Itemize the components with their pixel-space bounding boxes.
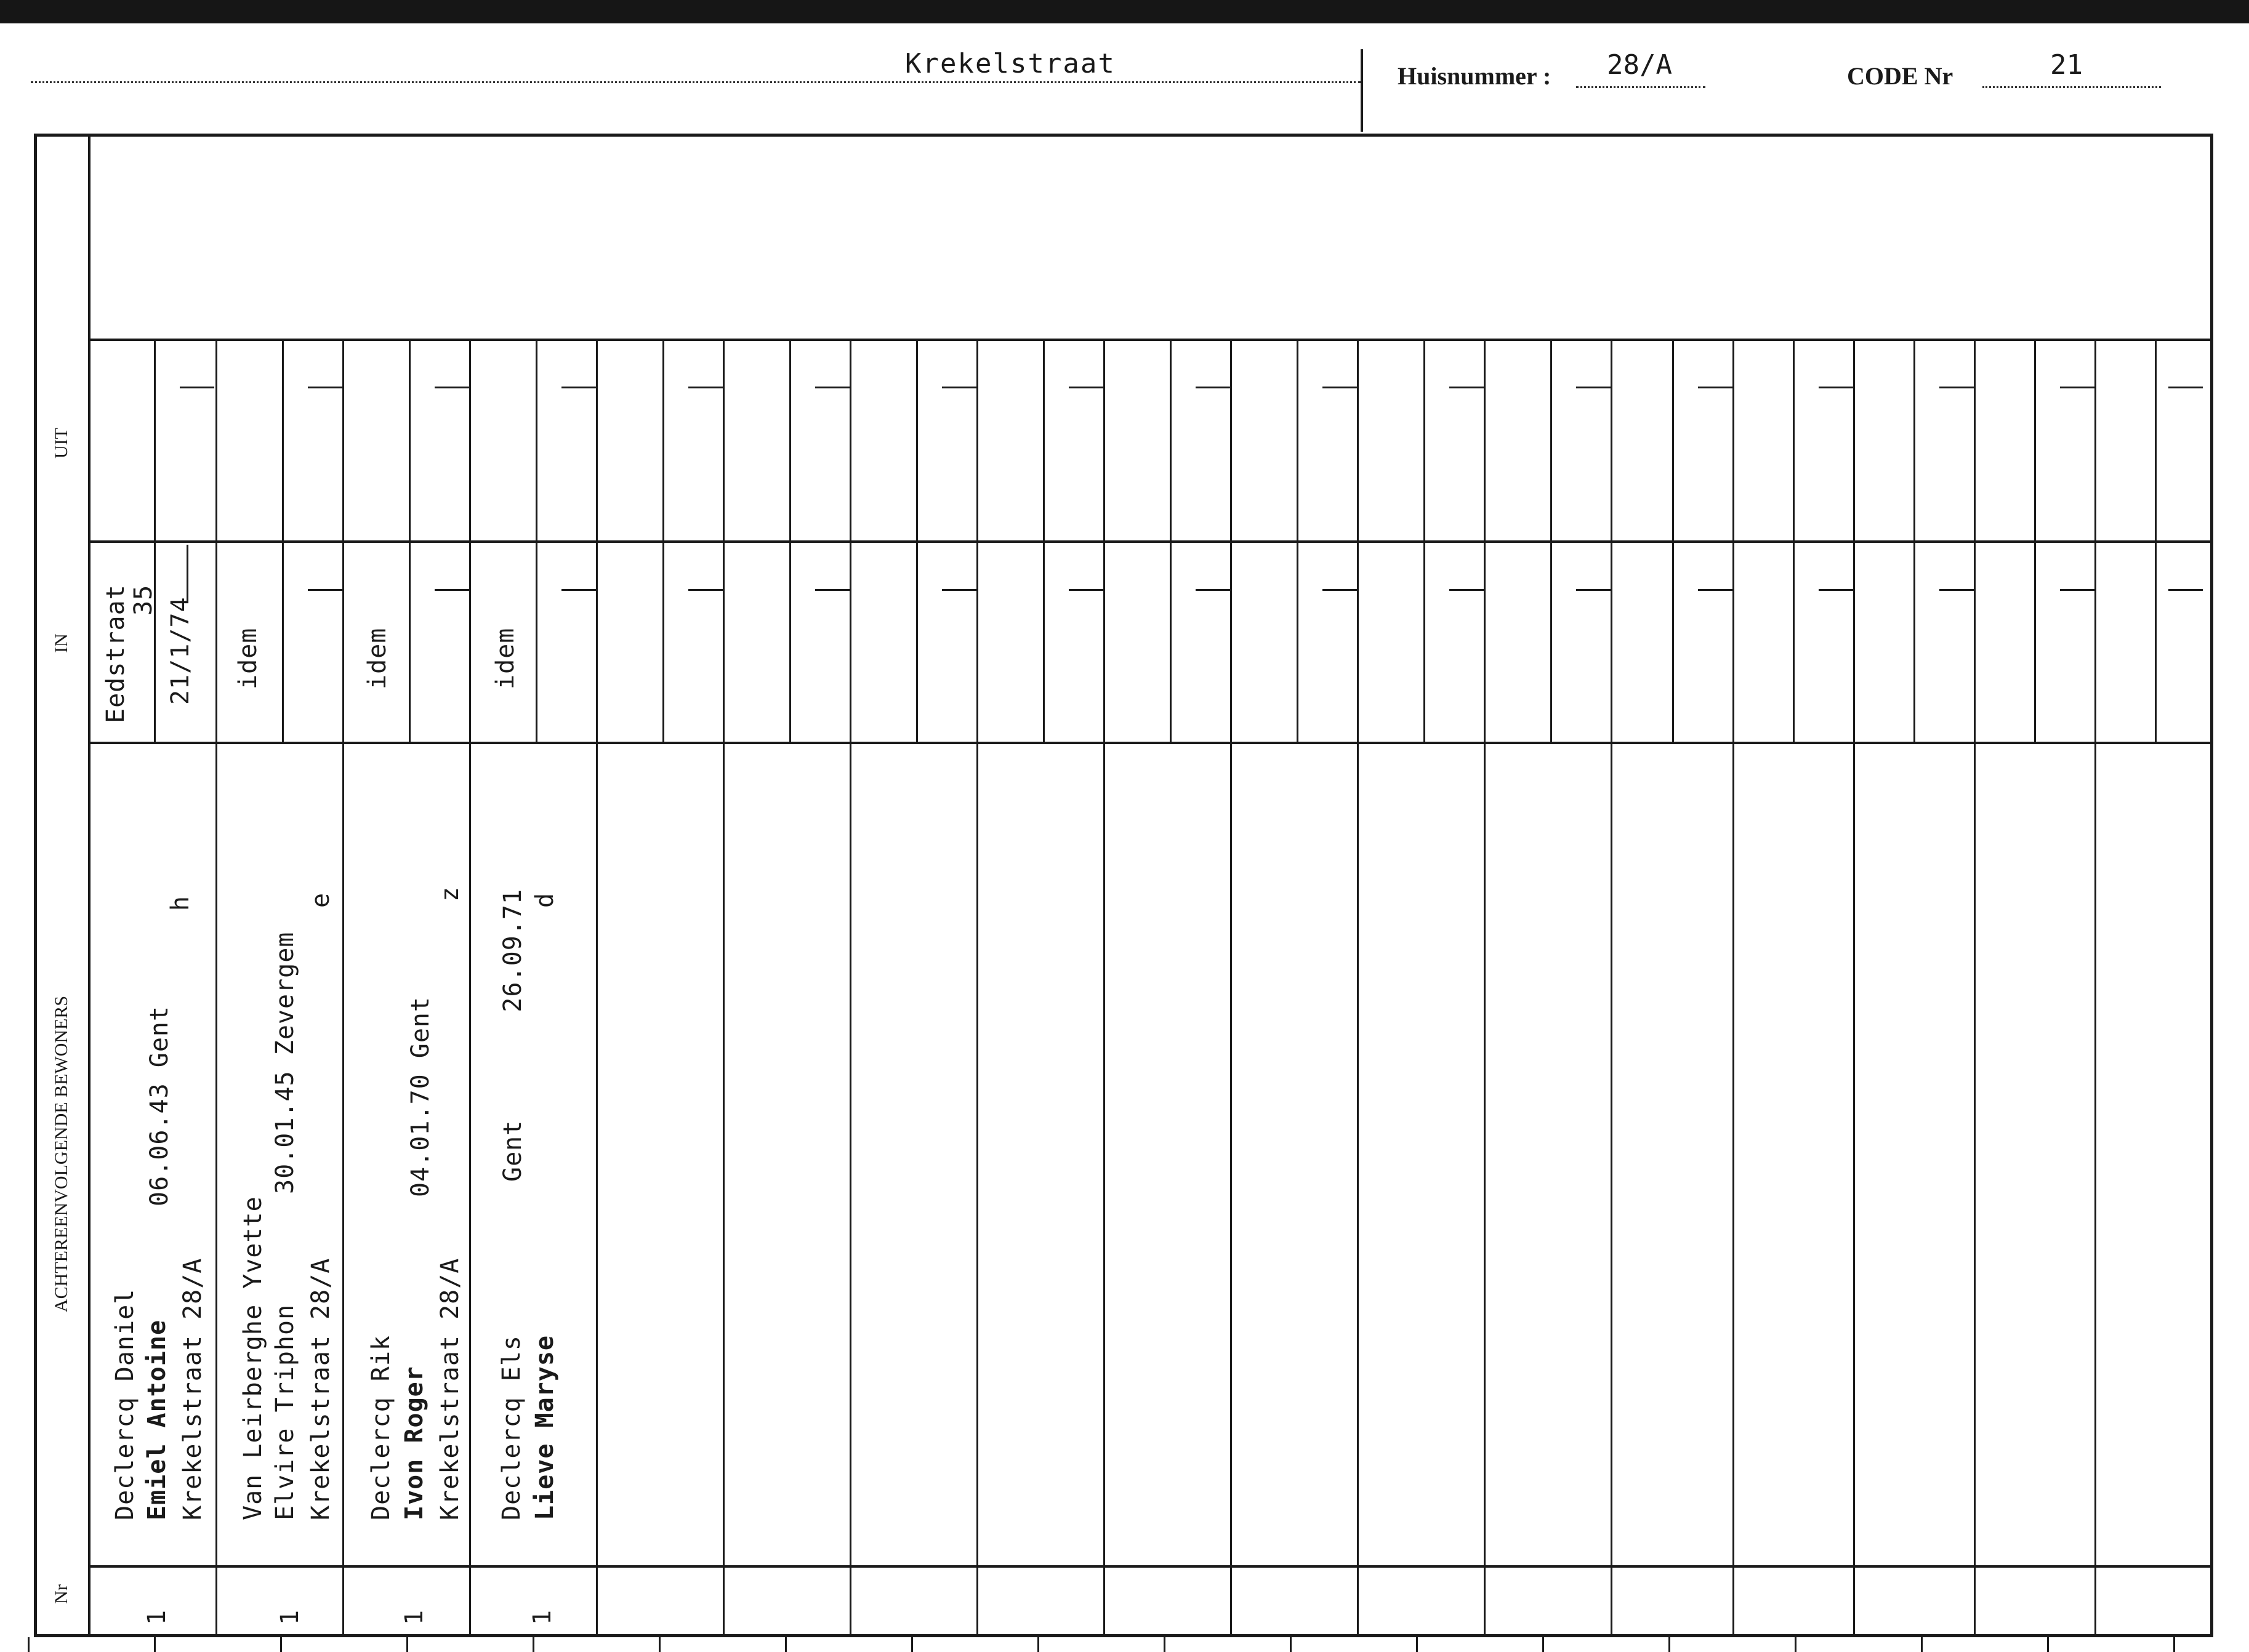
in-subcolumn-divider-11 xyxy=(1423,540,1425,742)
row-label-in: IN xyxy=(51,633,71,653)
resident-1-name: Declercq Daniel xyxy=(111,1288,139,1520)
section-divider-3 xyxy=(88,742,2213,744)
resident-3-sex: z xyxy=(436,886,464,902)
resident-1-in-number: 35 xyxy=(129,584,158,615)
uit-subcolumn-divider-10 xyxy=(1297,339,1298,540)
column-divider-4 xyxy=(596,339,598,1634)
resident-3-birth: 04.01.70 Gent xyxy=(406,996,435,1197)
bottom-tick-10 xyxy=(1164,1637,1165,1652)
column-divider-10 xyxy=(1357,339,1359,1634)
resident-3-given-names: Ivon Roger xyxy=(400,1366,428,1520)
bottom-tick-17 xyxy=(2047,1637,2049,1652)
in-dash-16 xyxy=(2060,589,2094,591)
bottom-tick-11 xyxy=(1290,1637,1292,1652)
huisnummer-label: Huisnummer : xyxy=(1398,62,1551,90)
column-divider-7 xyxy=(976,339,978,1634)
in-dash-11 xyxy=(1449,589,1484,591)
column-divider-1 xyxy=(215,339,217,1634)
in-dash-2 xyxy=(308,589,342,591)
resident-4-nr: 1 xyxy=(528,1609,557,1625)
street-name: Krekelstraat xyxy=(905,48,1116,79)
bottom-tick-15 xyxy=(1795,1637,1796,1652)
code-value: 21 xyxy=(2050,49,2083,81)
table-right-border xyxy=(2210,134,2213,1634)
in-dash-5 xyxy=(688,589,723,591)
resident-2-birth: 30.01.45 Zevergem xyxy=(271,931,299,1194)
resident-3-nr: 1 xyxy=(400,1609,428,1625)
bottom-tick-8 xyxy=(911,1637,913,1652)
code-label: CODE Nr xyxy=(1847,62,1953,90)
resident-2-in: idem xyxy=(234,627,262,689)
bottom-tick-13 xyxy=(1542,1637,1544,1652)
in-subcolumn-divider-13 xyxy=(1672,540,1674,742)
in-subcolumn-divider-15 xyxy=(1913,540,1915,742)
bottom-tick-2 xyxy=(154,1637,156,1652)
uit-subcolumn-divider-14 xyxy=(1793,339,1795,540)
resident-4-birth: Gent 26.09.71 xyxy=(499,888,527,1182)
table-top-border xyxy=(34,134,2213,137)
resident-4-name: Declercq Els xyxy=(497,1335,526,1520)
uit-subcolumn-divider-6 xyxy=(789,339,791,540)
uit-dash-17 xyxy=(2168,387,2203,388)
uit-subcolumn-divider-5 xyxy=(662,339,664,540)
resident-3-name: Declercq Rik xyxy=(367,1335,395,1520)
uit-subcolumn-divider-7 xyxy=(916,339,918,540)
in-dash-17 xyxy=(2168,589,2203,591)
column-divider-6 xyxy=(850,339,851,1634)
in-dash-12 xyxy=(1576,589,1611,591)
resident-2-given-names: Elvire Triphon xyxy=(271,1304,299,1520)
uit-dash-8 xyxy=(1069,387,1103,388)
header-divider xyxy=(1361,49,1363,132)
column-divider-14 xyxy=(1853,339,1855,1634)
uit-dash-1 xyxy=(180,387,214,388)
in-subcolumn-divider-16 xyxy=(2034,540,2036,742)
column-divider-3 xyxy=(469,339,471,1634)
uit-dash-11 xyxy=(1449,387,1484,388)
resident-2-nr: 1 xyxy=(276,1609,304,1625)
in-dash-14 xyxy=(1819,589,1853,591)
uit-subcolumn-divider-8 xyxy=(1043,339,1045,540)
bottom-tick-9 xyxy=(1037,1637,1039,1652)
uit-subcolumn-divider-1 xyxy=(154,339,156,540)
row-label-uit: UIT xyxy=(51,428,71,459)
in-dash-10 xyxy=(1322,589,1357,591)
uit-subcolumn-divider-16 xyxy=(2034,339,2036,540)
in-dash-9 xyxy=(1196,589,1230,591)
in-subcolumn-divider-8 xyxy=(1043,540,1045,742)
resident-3-address: Krekelstraat 28/A xyxy=(436,1257,464,1520)
column-divider-5 xyxy=(723,339,725,1634)
uit-subcolumn-divider-2 xyxy=(282,339,284,540)
bottom-tick-16 xyxy=(1921,1637,1923,1652)
street-underline xyxy=(31,81,1361,83)
bottom-tick-1 xyxy=(28,1637,30,1652)
column-divider-11 xyxy=(1484,339,1486,1634)
in-dash-15 xyxy=(1939,589,1974,591)
table-bottom-border xyxy=(34,1634,2213,1637)
uit-dash-10 xyxy=(1322,387,1357,388)
in-subcolumn-divider-6 xyxy=(789,540,791,742)
column-divider-13 xyxy=(1732,339,1734,1634)
scan-top-border xyxy=(0,0,2249,23)
in-dash-3 xyxy=(435,589,469,591)
resident-4-in: idem xyxy=(491,627,520,689)
in-subcolumn-divider-7 xyxy=(916,540,918,742)
bottom-tick-6 xyxy=(659,1637,661,1652)
column-divider-8 xyxy=(1103,339,1105,1634)
resident-3-in: idem xyxy=(363,627,392,689)
bottom-tick-18 xyxy=(2173,1637,2175,1652)
in-subcolumn-divider-5 xyxy=(662,540,664,742)
huisnummer-value: 28/A xyxy=(1607,49,1672,81)
in-dash-13 xyxy=(1698,589,1732,591)
resident-1-sex: h xyxy=(166,895,195,911)
uit-dash-4 xyxy=(561,387,596,388)
resident-2-name: Van Leirberghe Yvette xyxy=(239,1196,267,1520)
resident-1-birth: 06.06.43 Gent xyxy=(145,1005,174,1206)
label-column-divider xyxy=(88,134,91,1634)
column-divider-9 xyxy=(1230,339,1232,1634)
in-dash-7 xyxy=(942,589,976,591)
in-dash-8 xyxy=(1069,589,1103,591)
in-subcolumn-divider-9 xyxy=(1170,540,1172,742)
section-divider-1 xyxy=(88,339,2213,341)
uit-subcolumn-divider-9 xyxy=(1170,339,1172,540)
bottom-tick-5 xyxy=(533,1637,534,1652)
uit-dash-14 xyxy=(1819,387,1853,388)
bottom-tick-3 xyxy=(280,1637,282,1652)
column-divider-2 xyxy=(342,339,344,1634)
bottom-tick-7 xyxy=(785,1637,787,1652)
resident-2-sex: e xyxy=(307,892,335,908)
in-subcolumn-divider-12 xyxy=(1550,540,1552,742)
uit-subcolumn-divider-11 xyxy=(1423,339,1425,540)
uit-subcolumn-divider-4 xyxy=(536,339,537,540)
resident-1-address: Krekelstraat 28/A xyxy=(179,1257,207,1520)
resident-1-given-names: Emiel Antoine xyxy=(143,1319,171,1520)
uit-subcolumn-divider-17 xyxy=(2155,339,2157,540)
row-label-bewoners: ACHTEREENVOLGENDE BEWONERS xyxy=(51,995,71,1313)
resident-2-address: Krekelstraat 28/A xyxy=(307,1257,335,1520)
uit-dash-16 xyxy=(2060,387,2094,388)
column-divider-15 xyxy=(1974,339,1976,1634)
huisnummer-underline xyxy=(1576,86,1705,88)
row-label-nr: Nr xyxy=(51,1584,71,1604)
resident-1-in-origin: Eedstraat xyxy=(102,584,130,723)
resident-1-in-date-rule xyxy=(187,545,188,603)
code-underline xyxy=(1982,86,2161,88)
resident-1-in-date: 21/1/74 xyxy=(166,596,195,705)
column-divider-16 xyxy=(2094,339,2096,1634)
resident-4-sex: d xyxy=(531,892,559,908)
in-subcolumn-divider-17 xyxy=(2155,540,2157,742)
uit-dash-6 xyxy=(815,387,850,388)
in-subcolumn-divider-3 xyxy=(409,540,411,742)
in-dash-4 xyxy=(561,589,596,591)
in-subcolumn-divider-1 xyxy=(154,540,156,742)
uit-dash-2 xyxy=(308,387,342,388)
uit-dash-13 xyxy=(1698,387,1732,388)
uit-dash-9 xyxy=(1196,387,1230,388)
table-left-border xyxy=(34,134,37,1634)
uit-subcolumn-divider-12 xyxy=(1550,339,1552,540)
bottom-tick-14 xyxy=(1668,1637,1670,1652)
in-dash-6 xyxy=(815,589,850,591)
uit-dash-15 xyxy=(1939,387,1974,388)
uit-dash-5 xyxy=(688,387,723,388)
in-subcolumn-divider-14 xyxy=(1793,540,1795,742)
resident-1-nr: 1 xyxy=(143,1609,171,1625)
uit-dash-7 xyxy=(942,387,976,388)
bottom-tick-12 xyxy=(1416,1637,1418,1652)
bottom-tick-4 xyxy=(406,1637,408,1652)
in-subcolumn-divider-4 xyxy=(536,540,537,742)
in-subcolumn-divider-2 xyxy=(282,540,284,742)
in-subcolumn-divider-10 xyxy=(1297,540,1298,742)
uit-subcolumn-divider-15 xyxy=(1913,339,1915,540)
uit-subcolumn-divider-3 xyxy=(409,339,411,540)
resident-4-given-names: Lieve Maryse xyxy=(531,1335,559,1520)
column-divider-12 xyxy=(1611,339,1612,1634)
uit-dash-3 xyxy=(435,387,469,388)
section-divider-2 xyxy=(88,540,2213,543)
section-divider-4 xyxy=(88,1565,2213,1568)
uit-subcolumn-divider-13 xyxy=(1672,339,1674,540)
uit-dash-12 xyxy=(1576,387,1611,388)
